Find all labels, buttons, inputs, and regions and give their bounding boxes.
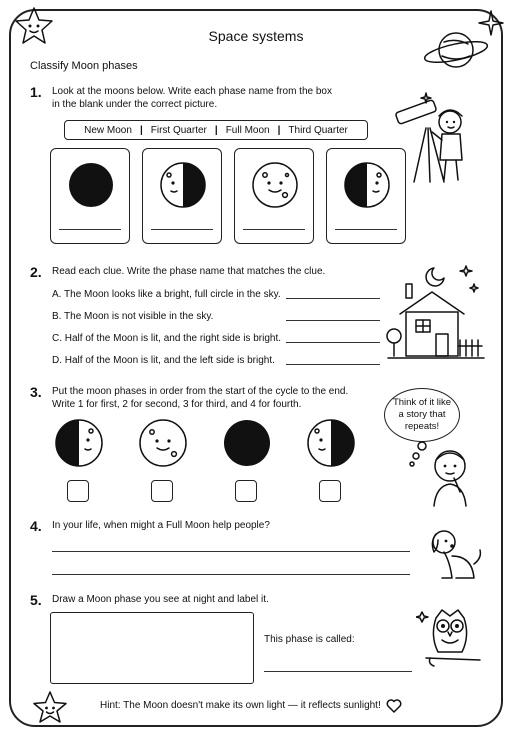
thinking-boy-icon — [426, 444, 480, 508]
first-quarter-moon-icon — [54, 418, 104, 468]
answer-blank[interactable] — [59, 229, 121, 230]
clue-a: A. The Moon looks like a bright, full circle in the sky. — [52, 289, 281, 300]
order-box-1[interactable] — [67, 480, 89, 502]
word-third-quarter: Third Quarter — [288, 124, 348, 136]
answer-blank[interactable] — [243, 229, 305, 230]
word-new-moon: New Moon — [84, 124, 132, 136]
third-quarter-moon-icon — [159, 161, 207, 209]
clue-d-answer-blank[interactable] — [286, 364, 380, 365]
sparkle-icon — [420, 92, 432, 104]
new-moon-icon — [222, 418, 272, 468]
word-first-quarter: First Quarter — [150, 124, 207, 136]
q2-instruction: Read each clue. Write the phase name that matches the clue. — [52, 266, 326, 277]
q1-instruction-line2: in the blank under the correct picture. — [52, 99, 218, 110]
clue-b-answer-blank[interactable] — [286, 320, 380, 321]
first-quarter-moon-icon — [343, 161, 391, 209]
page-title: Space systems — [208, 28, 304, 44]
word-separator: | — [139, 124, 143, 136]
answer-blank[interactable] — [335, 229, 397, 230]
q1-number: 1. — [30, 84, 42, 100]
q3-instruction-line1: Put the moon phases in order from the start of the cycle to the end. — [52, 386, 349, 397]
phase-word-box — [64, 120, 368, 140]
dog-icon — [428, 526, 484, 584]
new-moon-icon — [67, 161, 115, 209]
full-moon-icon — [251, 161, 299, 209]
q3-number: 3. — [30, 384, 42, 400]
q4-answer-line-2[interactable] — [52, 574, 410, 575]
q4-number: 4. — [30, 518, 42, 534]
q4-question: In your life, when might a Full Moon help people? — [52, 520, 270, 531]
house-night-icon — [386, 262, 486, 366]
clue-c-answer-blank[interactable] — [286, 342, 380, 343]
thought-bubble-text: Think of it like a story that repeats! — [392, 397, 452, 432]
heart-icon — [386, 699, 402, 713]
drawing-area[interactable] — [50, 612, 254, 684]
full-moon-icon — [138, 418, 188, 468]
clue-a-answer-blank[interactable] — [286, 298, 380, 299]
moon-card-first-quarter — [326, 148, 406, 244]
smiling-star-icon — [30, 688, 70, 728]
third-quarter-moon-icon — [306, 418, 356, 468]
moon-card-new — [50, 148, 130, 244]
owl-icon — [416, 606, 486, 670]
order-box-3[interactable] — [235, 480, 257, 502]
section-subtitle: Classify Moon phases — [30, 60, 138, 72]
phase-name-blank[interactable] — [264, 671, 412, 672]
order-box-4[interactable] — [319, 480, 341, 502]
moon-card-full — [234, 148, 314, 244]
q4-answer-line-1[interactable] — [52, 551, 410, 552]
order-box-2[interactable] — [151, 480, 173, 502]
q1-instruction-line1: Look at the moons below. Write each phase name from the box — [52, 86, 332, 97]
word-separator: | — [277, 124, 281, 136]
clue-c: C. Half of the Moon is lit, and the right side is bright. — [52, 333, 281, 344]
q5-instruction: Draw a Moon phase you see at night and label it. — [52, 594, 269, 605]
clue-d: D. Half of the Moon is lit, and the left side is bright. — [52, 355, 275, 366]
q3-instruction-line2: Write 1 for first, 2 for second, 3 for third, and 4 for fourth. — [52, 399, 302, 410]
hint-text: Hint: The Moon doesn't make its own light — it reflects sunlight! — [100, 700, 381, 711]
answer-blank[interactable] — [151, 229, 213, 230]
moon-card-third-quarter — [142, 148, 222, 244]
phase-label-prompt: This phase is called: — [264, 634, 355, 645]
word-separator: | — [214, 124, 218, 136]
q5-number: 5. — [30, 592, 42, 608]
thought-bubble — [384, 388, 460, 442]
planet-icon — [420, 22, 492, 78]
q2-number: 2. — [30, 264, 42, 280]
clue-b: B. The Moon is not visible in the sky. — [52, 311, 214, 322]
word-full-moon: Full Moon — [225, 124, 270, 136]
